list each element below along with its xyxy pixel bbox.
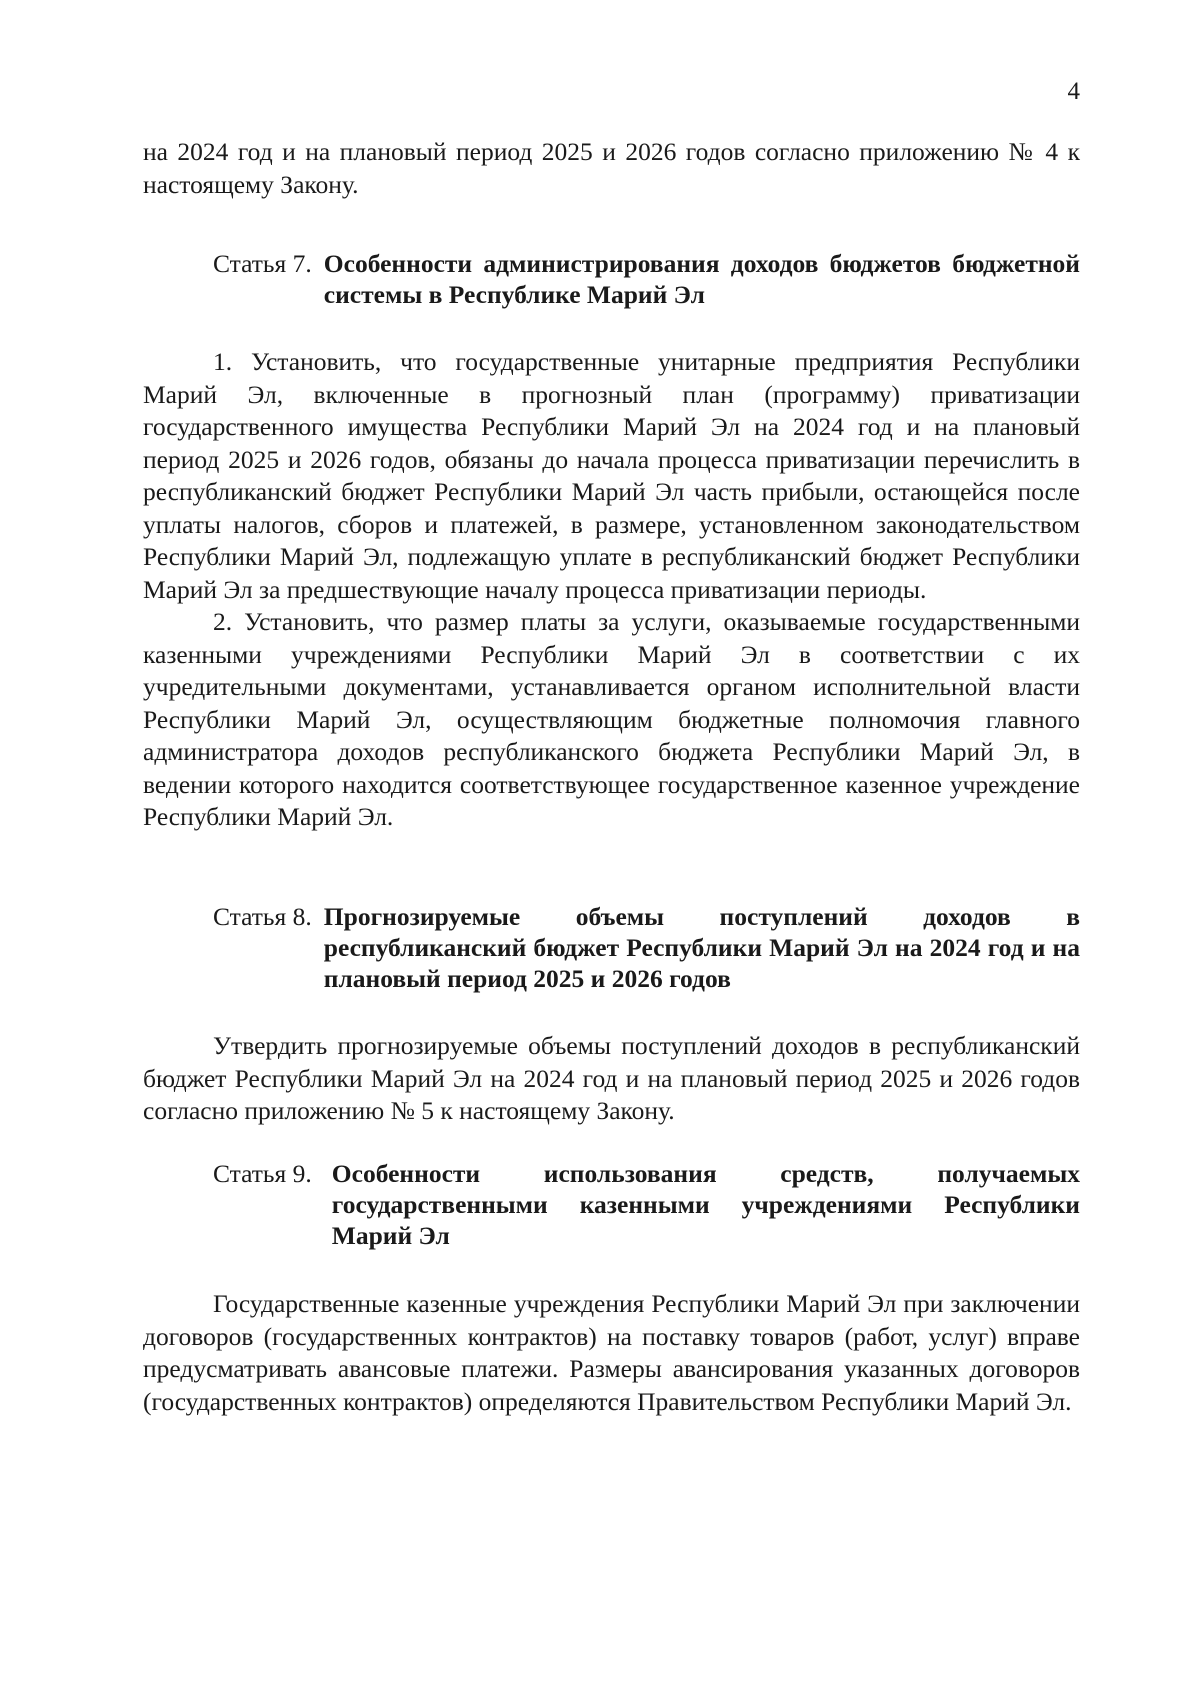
article-7-paragraph-1: 1. Установить, что государственные унитарные предприятия Республики Марий Эл, включенные в прогнозный план (программу) приватизации государственного имущества Республики Марий Эл на 2024 год и на плановый период 2025 и 2026 годов, обязаны до начала процесса приватизации перечислить в республиканский бюджет Республики Марий Эл часть прибыли, остающейся после уплаты налогов, сборов и платежей, в размере, установленном законодательством Республики Марий Эл, подлежащую уплате в республиканский бюджет Республики Марий Эл за предшествующие началу процесса приватизации периоды. xyxy=(143,347,1080,604)
article-7-body xyxy=(143,346,1080,834)
article-7-title: Особенности администрирования доходов бюджетов бюджетной системы в Республике Марий Эл xyxy=(323,249,1080,309)
article-9-body xyxy=(143,1288,1080,1418)
article-7-number: Статья 7. xyxy=(213,249,312,278)
article-7-paragraph-2: 2. Установить, что размер платы за услуги, оказываемые государственными казенными учреждениями Республики Марий Эл в соответствии с их учредительными документами, устанавливается органом исполнительной власти Республики Марий Эл, осуществляющим бюджетные полномочия главного администратора доходов республиканского бюджета Республики Марий Эл, в ведении которого находится соответствующее государственное казенное учреждение Республики Марий Эл. xyxy=(143,607,1080,831)
article-9-number: Статья 9. xyxy=(213,1159,312,1188)
article-9-title: Особенности использования средств, получаемых государственными казенными учреждениями Республики Марий Эл xyxy=(331,1159,1080,1250)
article-7-heading xyxy=(213,248,1080,310)
article-8-paragraph-1: Утвердить прогнозируемые объемы поступлений доходов в республиканский бюджет Республики Марий Эл на 2024 год и на плановый период 2025 и 2026 годов согласно приложению № 5 к настоящему Закону. xyxy=(143,1031,1080,1125)
page-number: 4 xyxy=(1067,78,1080,105)
intro-paragraph xyxy=(143,136,1080,201)
article-9-heading xyxy=(213,1158,1080,1251)
article-8-number: Статья 8. xyxy=(213,902,312,931)
article-8-heading xyxy=(213,901,1080,994)
article-8-title: Прогнозируемые объемы поступлений доходов в республиканский бюджет Республики Марий Эл на 2024 год и на плановый период 2025 и 2026 годов xyxy=(323,902,1080,993)
intro-text: на 2024 год и на плановый период 2025 и 2026 годов согласно приложению № 4 к настоящему Закону. xyxy=(143,137,1080,199)
article-9-paragraph-1: Государственные казенные учреждения Республики Марий Эл при заключении договоров (государственных контрактов) на поставку товаров (работ, услуг) вправе предусматривать авансовые платежи. Размеры авансирования указанных договоров (государственных контрактов) определяются Правительством Республики Марий Эл. xyxy=(143,1289,1080,1416)
article-8-body xyxy=(143,1030,1080,1128)
